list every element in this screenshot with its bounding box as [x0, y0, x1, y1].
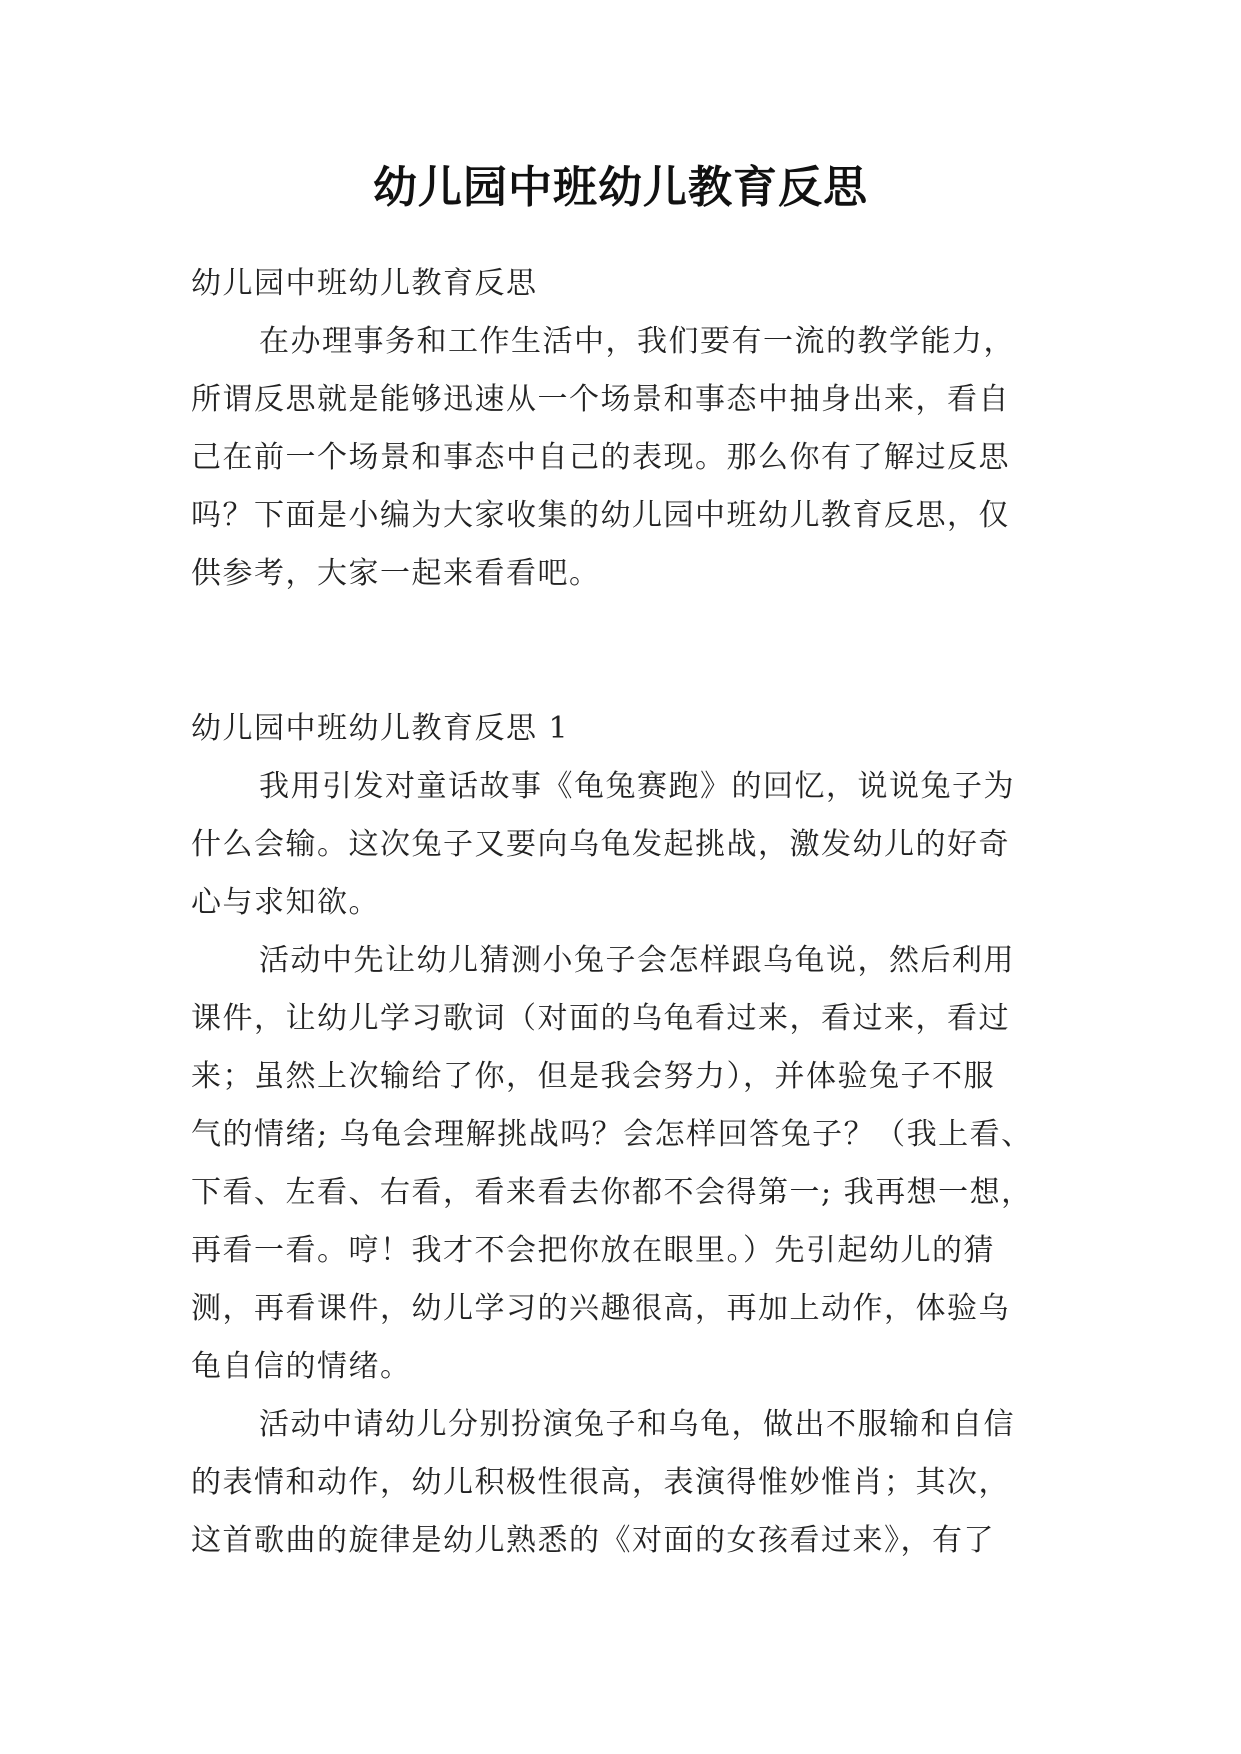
paragraph-line: 来；虽然上次输给了你，但是我会努力），并体验兔子不服 [191, 1059, 995, 1094]
paragraph-line: 课件，让幼儿学习歌词（对面的乌龟看过来，看过来，看过 [191, 1001, 1010, 1036]
section-heading: 幼儿园中班幼儿教育反思 1 [191, 711, 570, 746]
intro-heading: 幼儿园中班幼儿教育反思 [191, 266, 538, 301]
paragraph-line: 龟自信的情绪。 [191, 1349, 412, 1384]
paragraph-line: 我用引发对童话故事《龟兔赛跑》的回忆，说说兔子为 [259, 769, 1015, 804]
paragraph-line: 在办理事务和工作生活中，我们要有一流的教学能力， [259, 324, 1015, 359]
section-1 [191, 700, 1061, 1570]
document-title: 幼儿园中班幼儿教育反思 [373, 162, 868, 213]
paragraph-line: 的表情和动作，幼儿积极性很高，表演得惟妙惟肖；其次， [191, 1465, 1010, 1500]
paragraph-line: 气的情绪; 乌龟会理解挑战吗？会怎样回答兔子？（我上看、 [191, 1117, 1033, 1152]
paragraph-line: 测，再看课件，幼儿学习的兴趣很高，再加上动作，体验乌 [191, 1291, 1010, 1326]
paragraph-line: 供参考，大家一起来看看吧。 [191, 556, 601, 591]
paragraph-line: 下看、左看、右看，看来看去你都不会得第一; 我再想一想， [191, 1175, 1033, 1210]
paragraph-line: 吗？下面是小编为大家收集的幼儿园中班幼儿教育反思，仅 [191, 498, 1010, 533]
paragraph-line: 这首歌曲的旋律是幼儿熟悉的《对面的女孩看过来》，有了 [191, 1523, 995, 1558]
intro-section [191, 255, 1061, 603]
paragraph-line: 什么会输。这次兔子又要向乌龟发起挑战，激发幼儿的好奇 [191, 827, 1010, 862]
paragraph-line: 再看一看。哼！我才不会把你放在眼里。）先引起幼儿的猜 [191, 1233, 995, 1268]
paragraph-line: 活动中先让幼儿猜测小兔子会怎样跟乌龟说，然后利用 [259, 943, 1015, 978]
paragraph-line: 所谓反思就是能够迅速从一个场景和事态中抽身出来，看自 [191, 382, 1010, 417]
paragraph-line: 心与求知欲。 [191, 885, 380, 920]
paragraph-line: 活动中请幼儿分别扮演兔子和乌龟，做出不服输和自信 [259, 1407, 1015, 1442]
paragraph-line: 己在前一个场景和事态中自己的表现。那么你有了解过反思 [191, 440, 1010, 475]
